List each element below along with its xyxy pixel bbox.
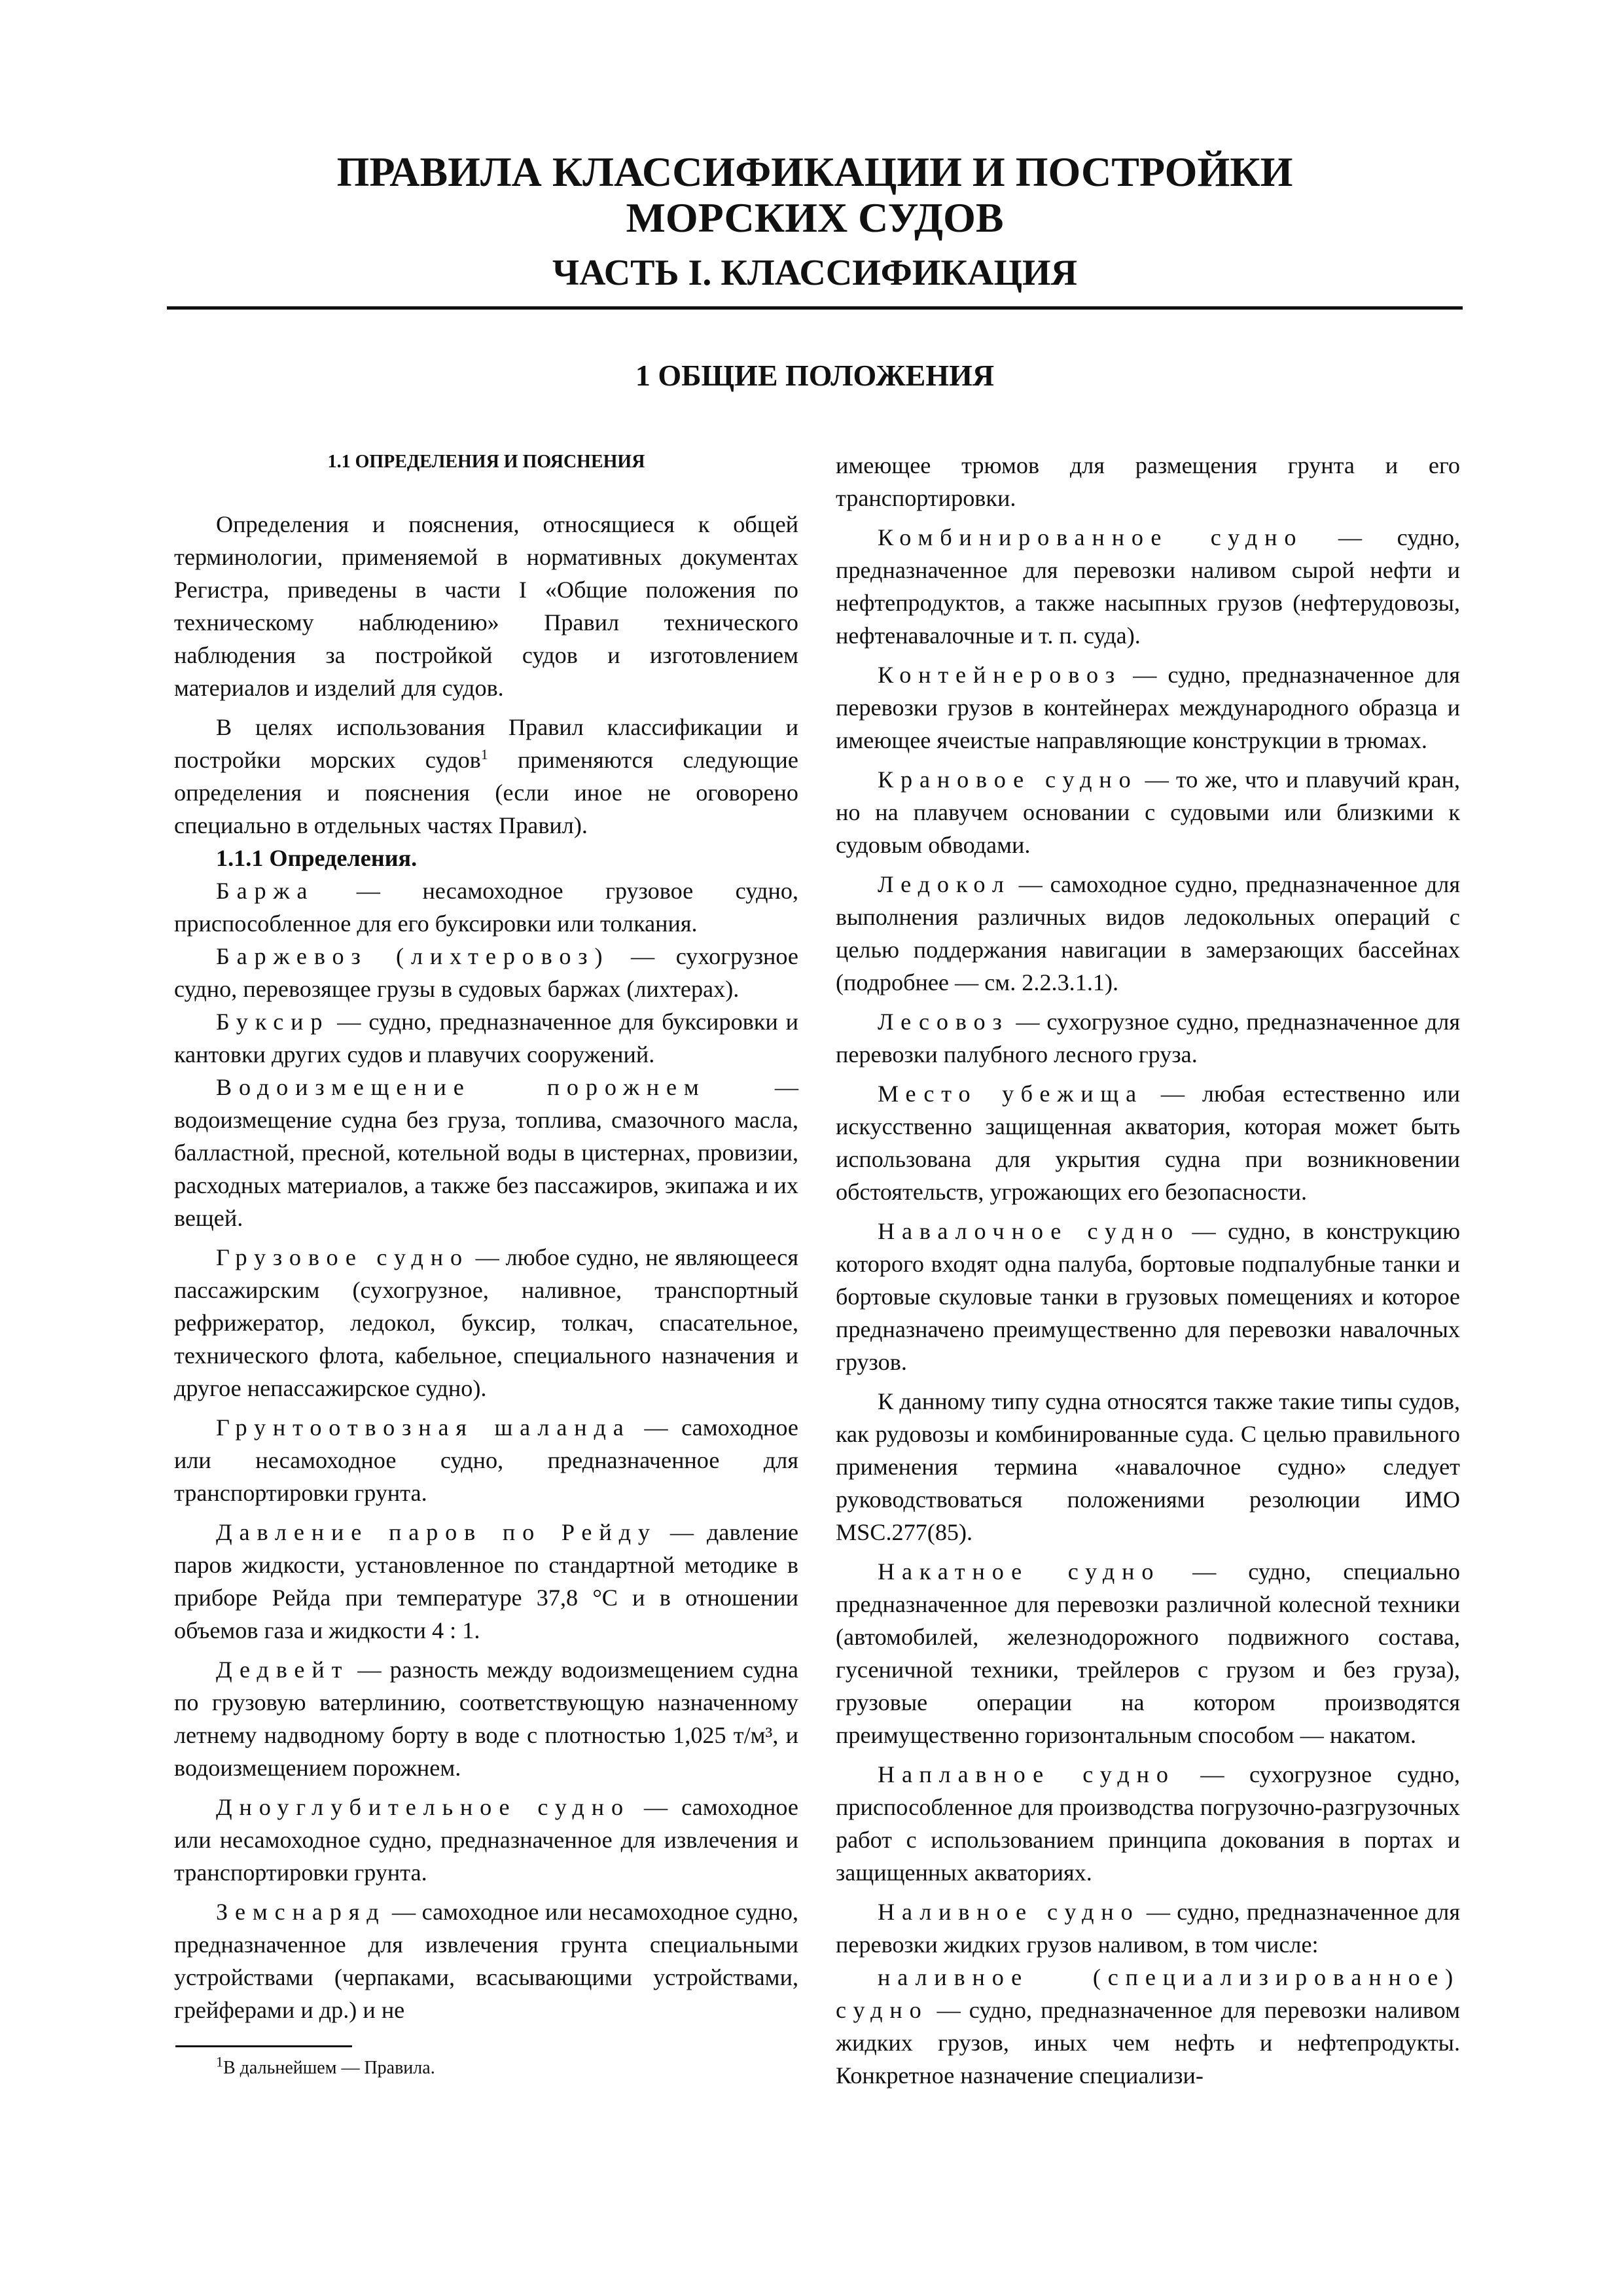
term: Буксир (216, 1009, 330, 1035)
term: Ледокол (878, 871, 1011, 897)
definition-zemsnaryad: Земснаряд — самоходное или несамоходное судно, предназначенное для извлечения грунта специальными устройствами (черпаками, всасывающими устройствами, грейферами и др.) и не (174, 1899, 798, 2023)
term: Земснаряд (216, 1899, 386, 1925)
footnote-text: В дальнейшем — Правила. (223, 2058, 435, 2078)
definition-dnouglubitelnoe: Дноуглубительное судно — самоходное или несамоходное судно, предназначенное для извлечения и транспортировки грунта. (174, 1794, 798, 1886)
definition-nalivnoe: Наливное судно — судно, предназначенное для перевозки жидких грузов наливом, в том числе: (836, 1899, 1460, 1958)
term: Лесовоз (878, 1009, 1009, 1035)
term: Дноуглубительное судно (216, 1794, 630, 1820)
definition-lesovoz: Лесовоз — сухогрузное судно, предназначенное для перевозки палубного лесного груза. (836, 1009, 1460, 1067)
term: Баржевоз (лихтеровоз) (216, 943, 610, 969)
definition-naplavnoe: Наплавное судно — сухогрузное судно, приспособленное для производства погрузочно-разгрузочных работ с использованием принципа докования в портах и защищенных акваториях. (836, 1761, 1460, 1886)
footnote-marker: 1 (216, 2053, 223, 2070)
term: наливное (специализированное) судно (836, 1964, 1460, 2023)
footnote-ref[interactable]: 1 (480, 745, 488, 762)
right-column (836, 449, 1460, 2092)
section-heading: 1.1 ОПРЕДЕЛЕНИЯ И ПОЯСНЕНИЯ (327, 452, 645, 472)
term: Наливное судно (878, 1899, 1140, 1925)
term: Наплавное судно (878, 1761, 1175, 1787)
continuation-text: имеющее трюмов для размещения грунта и его транспортировки. (836, 452, 1460, 511)
document-title (167, 149, 1463, 241)
term: Баржа (216, 878, 315, 904)
title-line-2: МОРСКИХ СУДОВ (626, 194, 1004, 241)
part-subtitle: ЧАСТЬ I. КЛАССИФИКАЦИЯ (552, 253, 1078, 293)
title-line-1: ПРАВИЛА КЛАССИФИКАЦИИ И ПОСТРОЙКИ (336, 149, 1293, 195)
term: Дедвейт (216, 1657, 349, 1683)
definition-barzha: Баржа — несамоходное грузовое судно, приспособленное для его буксировки или толкания. (174, 878, 798, 937)
intro-paragraph-1: Определения и пояснения, относящиеся к общей терминологии, применяемой в нормативных документах Регистра, приведены в части I «Общие положения по техническому наблюдению» Правил технического наблюдения за постройкой судов и изготовлением материалов и изделий для судов. (174, 511, 798, 701)
intro-paragraph-2: В целях использования Правил классификации и постройки морских судов$^1$ применяются следующие определения и пояснения (если иное не оговорено специально в отдельных частях Правил). (174, 714, 798, 838)
subsection-heading: 1.1.1 Определения. (216, 845, 418, 871)
definition-nalivnoe-specializirovannoe: наливное (специализированное) судно — судно, предназначенное для перевозки наливом жидких грузов, иных чем нефть и нефтепродукты. Конкретное назначение специализи- (836, 1964, 1460, 2089)
definition-vodoizmeshchenie: Водоизмещение порожнем — водоизмещение судна без груза, топлива, смазочного масла, балластной, пресной, котельной воды в цистернах, провизии, расходных материалов, а также без пассажиров, экипажа и их вещей. (174, 1074, 798, 1231)
term: Водоизмещение порожнем (216, 1074, 706, 1100)
definition-mesto-ubezhishcha: Место убежища — любая естественно или искусственно защищенная акватория, которая может быть использована для укрытия судна при возникновении обстоятельств, угрожающих его безопасности. (836, 1081, 1460, 1205)
definition-ledokol: Ледокол — самоходное судно, предназначенное для выполнения различных видов ледокольных операций с целью поддержания навигации в замерзающих бассейнах (подробнее — см. 2.2.3.1.1). (836, 871, 1460, 996)
footnote-divider (175, 2045, 352, 2047)
definition-konteinerovoz: Контейнеровоз — судно, предназначенное для перевозки грузов в контейнерах международного образца и имеющее ячеистые направляющие конструкции в трюмах. (836, 662, 1460, 753)
term: Контейнеровоз (878, 662, 1122, 688)
definition-buksir: Буксир — судно, предназначенное для буксировки и кантовки других судов и плавучих сооружений. (174, 1009, 798, 1067)
chapter-heading: 1 ОБЩИЕ ПОЛОЖЕНИЯ (635, 359, 995, 392)
definition-davlenie: Давление паров по Рейду — давление паров жидкости, установленное по стандартной методике в приборе Рейда при температуре 37,8 °С и в отношении объемов газа и жидкости 4 : 1. (174, 1519, 799, 1643)
definition-dedveit: Дедвейт — разность между водоизмещением судна по грузовую ватерлинию, соответствующую назначенному летнему надводному борту в воде с плотностью 1,025 т/м³, и водоизмещением порожнем. (174, 1657, 798, 1781)
definition-gruzovoe: Грузовое судно — любое судно, не являющееся пассажирским (сухогрузное, наливное, транспортный рефрижератор, ледокол, буксир, толкач, спасательное, технического флота, кабельное, специального назначения и другое непассажирское судно). (174, 1244, 799, 1401)
definition-barzhevoz: Баржевоз (лихтеровоз) — сухогрузное судно, перевозящее грузы в судовых баржах (лихтерах). (174, 943, 798, 1002)
definition-kranovoe: Крановое судно — то же, что и плавучий кран, но на плавучем основании с судовыми или близкими к судовым обводами. (836, 766, 1460, 858)
term: Навалочное судно (878, 1218, 1181, 1244)
term: Грунтоотвозная шаланда (216, 1414, 631, 1441)
left-column (174, 449, 798, 2026)
title-divider (167, 306, 1463, 310)
term: Давление паров по Рейду (216, 1519, 657, 1545)
definition-nakatnoe: Накатное судно — судно, специально предназначенное для перевозки различной колесной техники (автомобилей, железнодорожного подвижного состава, гусеничной техники, трейлеров с грузом и без груза), грузовые операции на котором производятся преимущественно горизонтальным способом — накатом. (836, 1558, 1460, 1748)
term: Грузовое судно (216, 1244, 469, 1270)
definition-shalanda: Грунтоотвозная шаланда — самоходное или несамоходное судно, предназначенное для транспортировки грунта. (174, 1414, 798, 1506)
term: Комбинированное судно (878, 524, 1304, 550)
footnote (216, 2053, 740, 2080)
definition-kombinirovannoe: Комбинированное судно — судно, предназначенное для перевозки наливом сырой нефти и нефтепродуктов, а также насыпных грузов (нефтерудовозы, нефтенавалочные и т. п. суда). (836, 524, 1460, 649)
definition-navalochnoe: Навалочное судно — судно, в конструкцию которого входят одна палуба, бортовые подпалубные танки и бортовые скуловые танки в грузовых помещениях и которое предназначено преимущественно для перевозки навалочных грузов. (836, 1218, 1461, 1375)
term: Крановое судно (878, 766, 1138, 793)
term: Накатное судно (878, 1558, 1161, 1585)
navalochnoe-note: К данному типу судна относятся также такие типы судов, как рудовозы и комбинированные суда. С целью правильного применения термина «навалочное судно» следует руководствоваться положениями резолюции ИМО MSC.277(85). (836, 1388, 1460, 1545)
term: Место убежища (878, 1081, 1144, 1107)
